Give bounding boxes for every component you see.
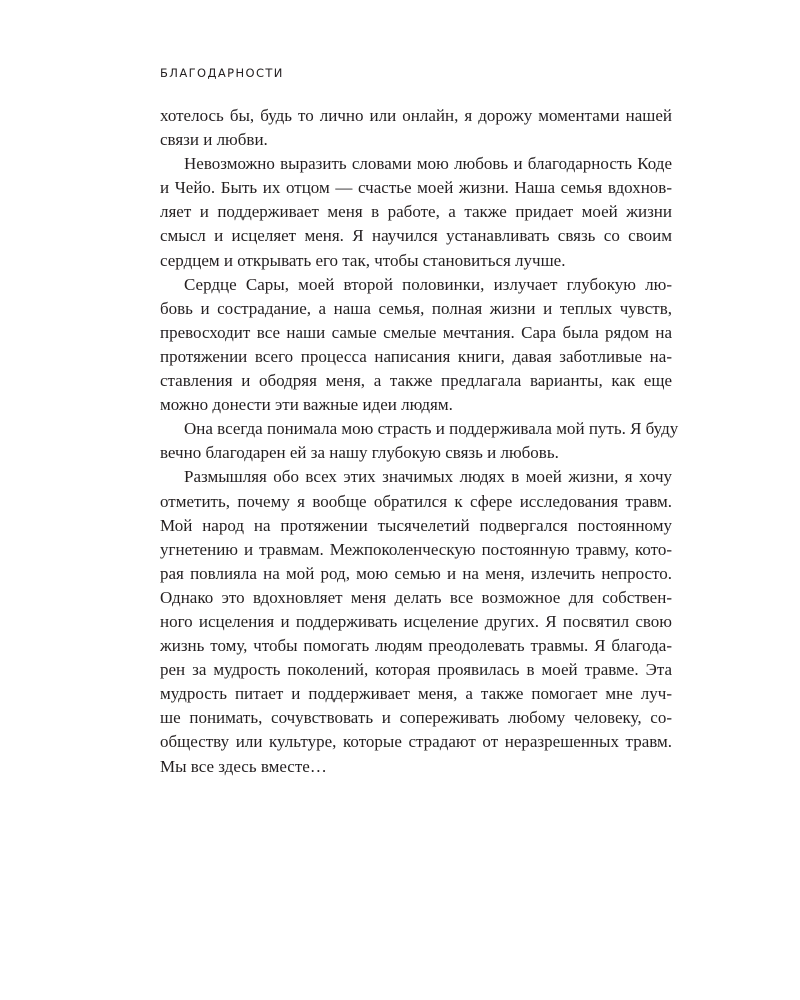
paragraph xyxy=(160,152,672,272)
text-line: и Чейо. Быть их отцом — счастье моей жизни. Наша семья вдохнов- xyxy=(160,178,672,198)
text-line: Размышляя обо всех этих значимых людях в моей жизни, я хочу xyxy=(184,467,672,487)
text-line: протяжении всего процесса написания книги, давая заботливые на- xyxy=(160,346,672,366)
body-text xyxy=(160,104,679,779)
text-line: рая повлияла на мой род, мою семью и на меня, излечить непросто. xyxy=(160,563,672,583)
text-line: превосходит все наши самые смелые мечтания. Сара была рядом на xyxy=(160,322,672,342)
text-line: ляет и поддерживает меня в работе, а также придает моей жизни xyxy=(160,202,672,222)
paragraph xyxy=(160,104,672,152)
text-line: мудрость питает и поддерживает меня, а также помогает мне луч- xyxy=(160,684,672,704)
text-line: связи и любви. xyxy=(160,130,268,150)
paragraph xyxy=(160,273,672,418)
running-head: БЛАГОДАРНОСТИ xyxy=(160,66,284,80)
text-line: хотелось бы, будь то лично или онлайн, я дорожу моментами нашей xyxy=(160,106,672,125)
text-line: Сердце Сары, моей второй половинки, излучает глубокую лю- xyxy=(184,274,672,294)
text-line: Невозможно выразить словами мою любовь и благодарность Коде xyxy=(184,154,672,174)
paragraph xyxy=(160,417,679,465)
text-line: ше понимать, сочувствовать и сопереживать любому человеку, со- xyxy=(160,708,672,728)
text-line: бовь и сострадание, а наша семья, полная жизни и теплых чувств, xyxy=(160,298,672,318)
text-line: ного исцеления и поддерживать исцеление других. Я посвятил свою xyxy=(160,611,672,631)
text-line: Она всегда понимала мою страсть и поддерживала мой путь. Я буду xyxy=(184,419,679,439)
text-line: Однако это вдохновляет меня делать все возможное для собствен- xyxy=(160,587,672,607)
paragraph xyxy=(160,465,672,778)
text-line: сердцем и открывать его так, чтобы становиться лучше. xyxy=(160,250,566,270)
text-line: обществу или культуре, которые страдают от неразрешенных травм. xyxy=(160,732,672,752)
text-line: жизнь тому, чтобы помогать людям преодолевать травмы. Я благода- xyxy=(160,636,672,656)
text-line: ставления и ободряя меня, а также предлагала варианты, как еще xyxy=(160,371,672,391)
text-line: угнетению и травмам. Межпоколенческую постоянную травму, кото- xyxy=(160,539,672,559)
text-line: Мой народ на протяжении тысячелетий подвергался постоянному xyxy=(160,515,672,535)
text-line: рен за мудрость поколений, которая проявилась в моей травме. Эта xyxy=(160,660,672,680)
text-line: смысл и исцеляет меня. Я научился устанавливать связь со своим xyxy=(160,226,672,246)
text-line: вечно благодарен ей за нашу глубокую связь и любовь. xyxy=(160,443,559,463)
text-line: Мы все здесь вместе… xyxy=(160,756,327,776)
text-line: отметить, почему я вообще обратился к сфере исследования травм. xyxy=(160,491,672,511)
text-line: можно донести эти важные идеи людям. xyxy=(160,395,453,415)
